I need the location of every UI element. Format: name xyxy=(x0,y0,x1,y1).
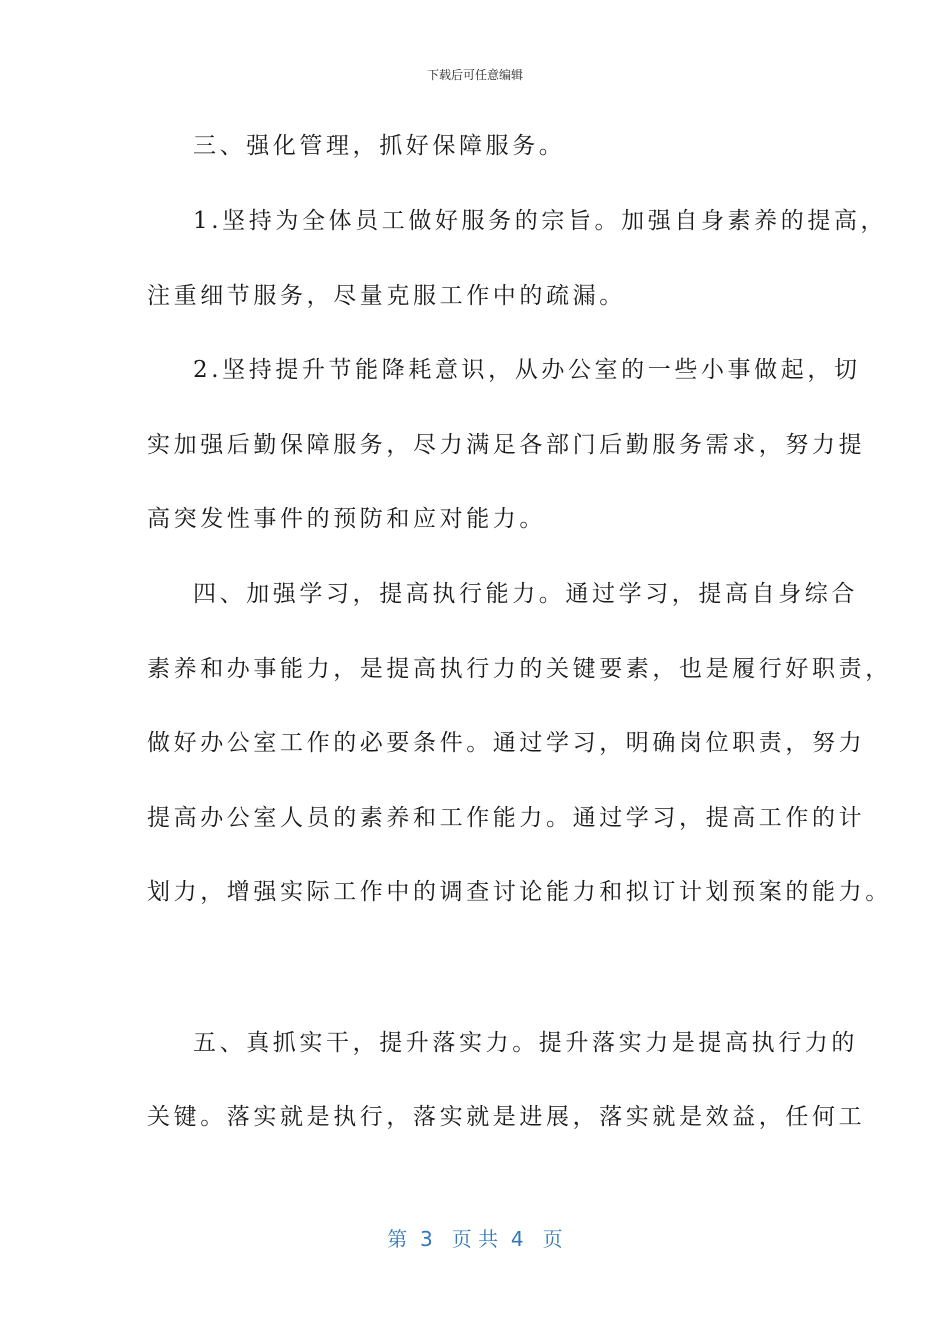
heading-section-3: 三、强化管理，抓好保障服务。 xyxy=(193,133,566,159)
paragraph-line: 实加强后勤保障服务，尽力满足各部门后勤服务需求，努力提 xyxy=(147,432,866,458)
page-header-note: 下载后可任意编辑 xyxy=(426,68,523,82)
paragraph-line: 做好办公室工作的必要条件。通过学习，明确岗位职责，努力 xyxy=(147,730,866,756)
paragraph-line: 注重细节服务，尽量克服工作中的疏漏。 xyxy=(147,283,626,309)
paragraph-line: 2.坚持提升节能降耗意识，从办公室的一些小事做起，切 xyxy=(193,357,861,383)
paragraph-line: 1.坚持为全体员工做好服务的宗旨。加强自身素养的提高， xyxy=(193,208,888,234)
paragraph-line: 高突发性事件的预防和应对能力。 xyxy=(147,506,546,532)
paragraph-line: 提高办公室人员的素养和工作能力。通过学习，提高工作的计 xyxy=(147,805,866,831)
heading-section-5: 五、真抓实干，提升落实力。提升落实力是提高执行力的 xyxy=(193,1030,858,1056)
page-number-footer: 第 3 页 共 4 页 xyxy=(387,1227,563,1251)
paragraph-line: 素养和办事能力，是提高执行力的关键要素，也是履行好职责， xyxy=(147,656,892,682)
paragraph-line: 划力，增强实际工作中的调查讨论能力和拟订计划预案的能力。 xyxy=(147,879,892,905)
heading-section-4: 四、加强学习，提高执行能力。通过学习，提高自身综合 xyxy=(193,581,858,607)
paragraph-line: 关键。落实就是执行，落实就是进展，落实就是效益，任何工 xyxy=(147,1104,866,1130)
